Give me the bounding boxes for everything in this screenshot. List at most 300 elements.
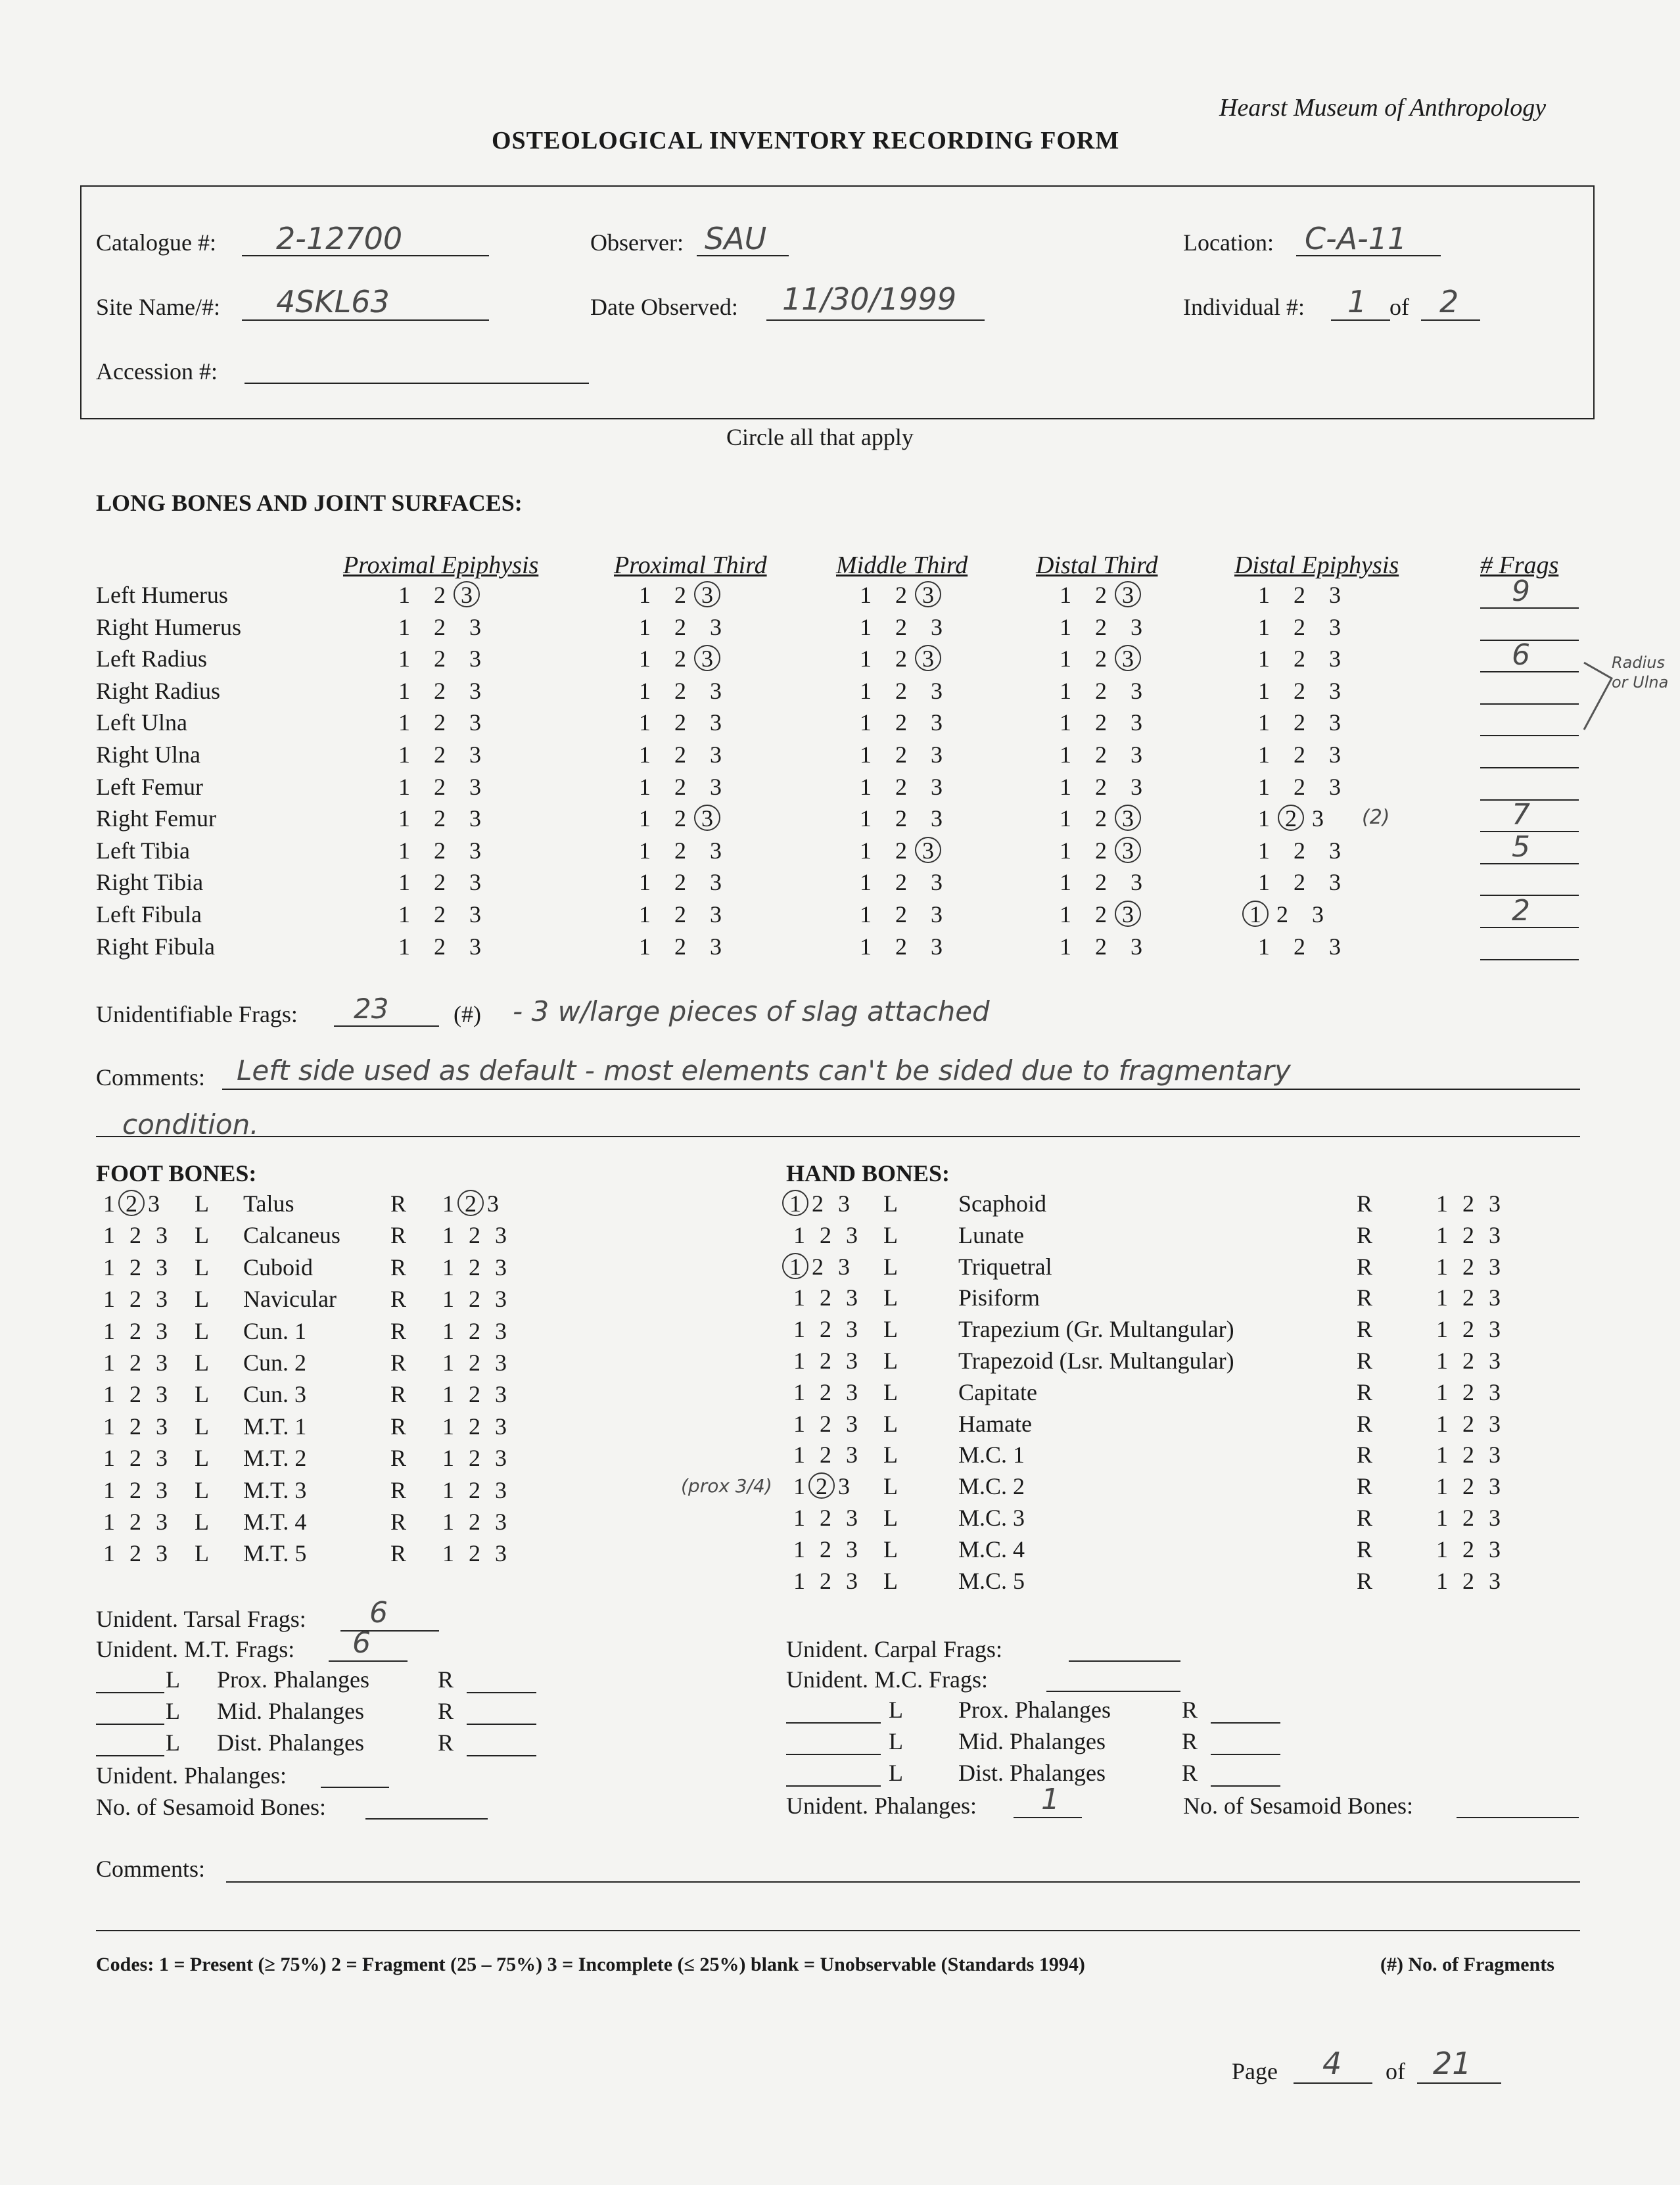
hand-right-codes-code[interactable]: 3 (1489, 1190, 1501, 1217)
foot-left-codes[interactable] (96, 1349, 175, 1376)
code-group-code[interactable]: 2 (434, 582, 446, 608)
code-group-code[interactable]: 3 (1329, 582, 1341, 608)
hand-left-codes-code[interactable]: 2 (808, 1472, 835, 1499)
code-group-code[interactable]: 3 (469, 837, 481, 864)
foot-right-codes-code[interactable]: 1 (442, 1540, 454, 1567)
hand-left-codes[interactable] (786, 1504, 865, 1532)
code-group[interactable] (1246, 933, 1353, 960)
mt-frags-field[interactable] (329, 1660, 408, 1662)
hand-right-codes-code[interactable]: 3 (1489, 1567, 1501, 1594)
foot-right-codes[interactable] (435, 1221, 514, 1249)
foot-left-codes-code[interactable]: 2 (129, 1317, 141, 1344)
foot-left-codes-code[interactable]: 1 (103, 1413, 115, 1440)
code-group-code[interactable]: 1 (860, 773, 872, 800)
code-group[interactable] (1048, 709, 1154, 736)
code-group-code[interactable]: 2 (1294, 677, 1305, 704)
hand-right-codes-code[interactable]: 1 (1436, 1190, 1448, 1217)
hand-left-codes[interactable] (786, 1536, 865, 1563)
code-group-code[interactable]: 1 (1258, 837, 1270, 864)
foot-left-codes-code[interactable]: 2 (129, 1286, 141, 1313)
code-group-code[interactable]: 3 (915, 645, 941, 671)
foot-right-codes-code[interactable]: 2 (469, 1317, 480, 1344)
carpal-frags-field[interactable] (1069, 1660, 1180, 1662)
code-group[interactable] (848, 933, 954, 960)
hand-left-codes-code[interactable]: 2 (820, 1410, 831, 1437)
hand-right-codes-code[interactable]: 1 (1436, 1567, 1448, 1594)
individual-total-field[interactable] (1421, 319, 1480, 321)
code-group-code[interactable]: 2 (895, 582, 907, 608)
hand-left-codes-code[interactable]: 3 (838, 1253, 850, 1280)
code-group[interactable] (386, 645, 493, 672)
foot-left-codes[interactable] (96, 1221, 175, 1249)
foot-left-codes-code[interactable]: 3 (156, 1509, 168, 1535)
hand-right-codes[interactable] (1429, 1284, 1508, 1311)
foot-left-codes-code[interactable]: 2 (129, 1381, 141, 1408)
hand-left-codes[interactable] (786, 1190, 857, 1217)
code-group[interactable] (1048, 837, 1137, 864)
code-group-code[interactable]: 3 (469, 709, 481, 736)
code-group-code[interactable]: 3 (1329, 933, 1341, 960)
code-group[interactable] (1246, 901, 1336, 928)
hand-right-codes-code[interactable]: 1 (1436, 1221, 1448, 1248)
code-group[interactable] (627, 709, 734, 736)
code-group-code[interactable]: 2 (1095, 837, 1107, 864)
code-group-code[interactable]: 2 (434, 933, 446, 960)
hand-left-codes-code[interactable]: 1 (793, 1378, 805, 1405)
code-group-code[interactable]: 3 (710, 837, 722, 864)
hand-right-codes[interactable] (1429, 1347, 1508, 1374)
code-group-code[interactable]: 2 (674, 709, 686, 736)
hand-right-codes-code[interactable]: 2 (1462, 1473, 1474, 1500)
code-group-code[interactable]: 2 (1095, 805, 1107, 832)
code-group[interactable] (848, 901, 954, 928)
hand-left-codes-code[interactable]: 2 (812, 1253, 824, 1280)
hand-left-codes-code[interactable]: 1 (793, 1410, 805, 1437)
code-group-code[interactable]: 1 (639, 613, 651, 640)
code-group-code[interactable]: 2 (1095, 646, 1107, 672)
code-group-code[interactable]: 1 (1060, 805, 1071, 832)
code-group-code[interactable]: 3 (1329, 709, 1341, 736)
code-group-code[interactable]: 2 (1095, 582, 1107, 608)
code-group-code[interactable]: 1 (398, 709, 410, 736)
foot-left-codes-code[interactable]: 2 (129, 1254, 141, 1280)
foot-right-codes-code[interactable]: 3 (495, 1509, 507, 1535)
foot-right-codes[interactable] (435, 1317, 514, 1345)
long-comments-field[interactable] (222, 1089, 1580, 1090)
code-group[interactable] (386, 741, 493, 768)
code-group-code[interactable]: 1 (639, 933, 651, 960)
code-group[interactable] (1246, 613, 1353, 641)
foot-left-codes[interactable] (96, 1285, 175, 1313)
foot-left-codes[interactable] (96, 1444, 175, 1472)
code-group-code[interactable]: 3 (469, 933, 481, 960)
hand-right-codes-code[interactable]: 2 (1462, 1348, 1474, 1374)
foot-sesamoid-field[interactable] (365, 1818, 488, 1820)
hand-right-codes-code[interactable]: 2 (1462, 1378, 1474, 1405)
code-group-code[interactable]: 1 (639, 805, 651, 832)
foot-left-codes-code[interactable]: 1 (103, 1254, 115, 1280)
hand-left-codes-code[interactable]: 1 (793, 1473, 805, 1500)
code-group-code[interactable]: 2 (674, 837, 686, 864)
hand-left-codes[interactable] (786, 1567, 865, 1595)
code-group-code[interactable]: 1 (639, 741, 651, 768)
page-field[interactable] (1294, 2082, 1372, 2084)
code-group-code[interactable]: 3 (1329, 869, 1341, 896)
code-group[interactable] (848, 581, 937, 609)
code-group-code[interactable]: 3 (915, 581, 941, 607)
code-group[interactable] (1246, 677, 1353, 705)
mc-frags-field[interactable] (1046, 1691, 1180, 1692)
foot-mid-r-field[interactable] (467, 1724, 536, 1725)
code-group-code[interactable]: 1 (1258, 646, 1270, 672)
foot-right-codes-code[interactable]: 3 (495, 1222, 507, 1249)
code-group-code[interactable]: 1 (1258, 773, 1270, 800)
code-group-code[interactable]: 1 (860, 709, 872, 736)
foot-left-codes-code[interactable]: 3 (156, 1445, 168, 1472)
accession-field[interactable] (245, 383, 589, 384)
code-group-code[interactable]: 3 (1115, 805, 1141, 831)
code-group-code[interactable]: 1 (398, 582, 410, 608)
foot-right-codes-code[interactable]: 2 (469, 1445, 480, 1472)
code-group-code[interactable]: 2 (895, 837, 907, 864)
hand-mid-l-field[interactable] (786, 1754, 881, 1755)
hand-right-codes-code[interactable]: 2 (1462, 1505, 1474, 1531)
code-group-code[interactable]: 3 (710, 869, 722, 896)
code-group[interactable] (1048, 933, 1154, 960)
hand-left-codes-code[interactable]: 1 (793, 1221, 805, 1248)
foot-right-codes-code[interactable]: 2 (469, 1540, 480, 1567)
code-group-code[interactable]: 2 (895, 773, 907, 800)
code-group[interactable] (1246, 773, 1353, 801)
code-group-code[interactable]: 3 (931, 773, 943, 800)
code-group-code[interactable]: 3 (1329, 677, 1341, 704)
code-group-code[interactable]: 2 (1278, 805, 1304, 831)
foot-left-codes[interactable] (96, 1476, 175, 1504)
hand-left-codes-code[interactable]: 1 (793, 1284, 805, 1311)
code-group-code[interactable]: 1 (398, 805, 410, 832)
code-group[interactable] (627, 677, 734, 705)
hand-left-codes[interactable] (786, 1315, 865, 1343)
foot-left-codes-code[interactable]: 3 (156, 1413, 168, 1440)
hand-right-codes-code[interactable]: 1 (1436, 1442, 1448, 1468)
foot-dist-l-field[interactable] (96, 1755, 164, 1756)
code-group[interactable] (1048, 645, 1137, 672)
hand-left-codes[interactable] (786, 1221, 865, 1249)
foot-right-codes-code[interactable]: 2 (469, 1509, 480, 1535)
hand-left-codes-code[interactable]: 2 (820, 1284, 831, 1311)
code-group-code[interactable]: 3 (469, 741, 481, 768)
code-group-code[interactable]: 2 (434, 773, 446, 800)
code-group-code[interactable]: 2 (1095, 933, 1107, 960)
code-group[interactable] (386, 613, 493, 641)
foot-right-codes-code[interactable]: 2 (469, 1286, 480, 1313)
hand-right-codes-code[interactable]: 3 (1489, 1348, 1501, 1374)
foot-left-codes-code[interactable]: 1 (103, 1509, 115, 1535)
code-group[interactable] (386, 933, 493, 960)
foot-left-codes-code[interactable]: 2 (129, 1476, 141, 1503)
code-group-code[interactable]: 2 (895, 741, 907, 768)
foot-right-codes-code[interactable]: 3 (487, 1190, 499, 1217)
code-group-code[interactable]: 1 (1258, 677, 1270, 704)
foot-right-codes-code[interactable]: 2 (457, 1190, 484, 1216)
hand-right-codes-code[interactable]: 3 (1489, 1316, 1501, 1343)
code-group-code[interactable]: 3 (694, 581, 720, 607)
hand-left-codes-code[interactable]: 3 (846, 1284, 858, 1311)
hand-left-codes-code[interactable]: 3 (846, 1410, 858, 1437)
code-group[interactable] (848, 805, 954, 832)
hand-right-codes-code[interactable]: 3 (1489, 1505, 1501, 1531)
foot-right-codes[interactable] (435, 1349, 514, 1376)
code-group-code[interactable]: 2 (895, 677, 907, 704)
code-group-code[interactable]: 3 (469, 901, 481, 928)
code-group-code[interactable]: 1 (1060, 646, 1071, 672)
code-group-code[interactable]: 3 (931, 805, 943, 832)
code-group-code[interactable]: 3 (1131, 613, 1142, 640)
foot-right-codes[interactable] (435, 1444, 514, 1472)
hand-left-codes-code[interactable]: 1 (793, 1316, 805, 1343)
hand-right-codes-code[interactable]: 3 (1489, 1221, 1501, 1248)
hand-right-codes-code[interactable]: 2 (1462, 1190, 1474, 1217)
hand-right-codes-code[interactable]: 1 (1436, 1348, 1448, 1374)
foot-left-codes-code[interactable]: 3 (156, 1286, 168, 1313)
foot-right-codes-code[interactable]: 2 (469, 1381, 480, 1408)
foot-right-codes-code[interactable]: 1 (442, 1445, 454, 1472)
code-group[interactable] (627, 645, 716, 672)
foot-right-codes-code[interactable]: 3 (495, 1413, 507, 1440)
code-group-code[interactable]: 1 (860, 582, 872, 608)
hand-left-codes-code[interactable]: 3 (846, 1567, 858, 1594)
code-group-code[interactable]: 1 (1258, 805, 1270, 832)
code-group-code[interactable]: 2 (1095, 677, 1107, 704)
hand-right-codes[interactable] (1429, 1221, 1508, 1249)
foot-left-codes-code[interactable]: 1 (103, 1445, 115, 1472)
code-group-code[interactable]: 2 (1095, 773, 1107, 800)
hand-left-codes-code[interactable]: 2 (820, 1442, 831, 1468)
code-group[interactable] (1048, 581, 1137, 609)
code-group-code[interactable]: 3 (931, 613, 943, 640)
code-group-code[interactable]: 2 (1095, 741, 1107, 768)
page-total-field[interactable] (1417, 2082, 1501, 2084)
hand-left-codes-code[interactable]: 2 (820, 1505, 831, 1531)
foot-right-codes-code[interactable]: 3 (495, 1476, 507, 1503)
hand-left-codes-code[interactable]: 2 (812, 1190, 824, 1217)
foot-right-codes-code[interactable]: 2 (469, 1254, 480, 1280)
hand-left-codes-code[interactable]: 3 (838, 1190, 850, 1217)
foot-right-codes-code[interactable]: 3 (495, 1381, 507, 1408)
foot-right-codes-code[interactable]: 3 (495, 1286, 507, 1313)
code-group[interactable] (848, 677, 954, 705)
code-group-code[interactable]: 1 (1258, 582, 1270, 608)
code-group[interactable] (627, 837, 734, 864)
code-group[interactable] (848, 868, 954, 896)
code-group[interactable] (386, 677, 493, 705)
code-group-code[interactable]: 1 (1258, 613, 1270, 640)
code-group-code[interactable]: 3 (454, 581, 480, 607)
code-group-code[interactable]: 1 (1060, 869, 1071, 896)
foot-left-codes-code[interactable]: 3 (156, 1350, 168, 1376)
foot-left-codes-code[interactable]: 3 (156, 1254, 168, 1280)
code-group-code[interactable]: 1 (860, 646, 872, 672)
code-group-code[interactable]: 1 (398, 837, 410, 864)
foot-left-codes-code[interactable]: 2 (129, 1445, 141, 1472)
code-group-code[interactable]: 2 (895, 805, 907, 832)
code-group-code[interactable]: 3 (931, 677, 943, 704)
code-group-code[interactable]: 3 (469, 646, 481, 672)
code-group-code[interactable]: 1 (639, 582, 651, 608)
code-group[interactable] (1048, 773, 1154, 801)
hand-prox-l-field[interactable] (786, 1722, 881, 1724)
frags-field[interactable] (1480, 735, 1579, 736)
code-group-code[interactable]: 3 (1329, 741, 1341, 768)
code-group[interactable] (1246, 581, 1353, 609)
code-group-code[interactable]: 1 (639, 773, 651, 800)
foot-right-codes-code[interactable]: 1 (442, 1509, 454, 1535)
foot-left-codes-code[interactable]: 3 (156, 1317, 168, 1344)
code-group-code[interactable]: 3 (469, 677, 481, 704)
hand-right-codes[interactable] (1429, 1190, 1508, 1217)
foot-left-codes[interactable] (96, 1190, 167, 1217)
code-group-code[interactable]: 1 (1060, 837, 1071, 864)
foot-prox-l-field[interactable] (96, 1692, 164, 1693)
code-group[interactable] (386, 837, 493, 864)
hand-left-codes-code[interactable]: 1 (793, 1348, 805, 1374)
hand-sesamoid-field[interactable] (1457, 1817, 1579, 1818)
foot-left-codes-code[interactable]: 1 (103, 1476, 115, 1503)
foot-left-codes-code[interactable]: 1 (103, 1540, 115, 1567)
code-group-code[interactable]: 1 (860, 837, 872, 864)
code-group-code[interactable]: 2 (1276, 901, 1288, 928)
foot-left-codes-code[interactable]: 3 (156, 1222, 168, 1249)
code-group-code[interactable]: 3 (469, 805, 481, 832)
code-group-code[interactable]: 2 (895, 933, 907, 960)
hand-phal-field[interactable] (1014, 1817, 1082, 1818)
foot-left-codes-code[interactable]: 3 (156, 1476, 168, 1503)
code-group[interactable] (386, 901, 493, 928)
foot-right-codes-code[interactable]: 3 (495, 1445, 507, 1472)
code-group-code[interactable]: 1 (1242, 901, 1269, 927)
hand-right-codes-code[interactable]: 2 (1462, 1316, 1474, 1343)
code-group[interactable] (848, 837, 937, 864)
code-group-code[interactable]: 2 (1294, 613, 1305, 640)
code-group-code[interactable]: 2 (674, 805, 686, 832)
code-group-code[interactable]: 1 (398, 773, 410, 800)
hand-prox-r-field[interactable] (1211, 1722, 1280, 1724)
code-group-code[interactable]: 3 (469, 869, 481, 896)
code-group-code[interactable]: 1 (398, 869, 410, 896)
code-group-code[interactable]: 2 (434, 741, 446, 768)
code-group-code[interactable]: 2 (434, 677, 446, 704)
code-group-code[interactable]: 3 (710, 613, 722, 640)
foot-right-codes-code[interactable]: 2 (469, 1413, 480, 1440)
code-group-code[interactable]: 2 (434, 901, 446, 928)
foot-phal-field[interactable] (321, 1787, 389, 1788)
code-group[interactable] (627, 741, 734, 768)
code-group-code[interactable]: 1 (639, 677, 651, 704)
code-group-code[interactable]: 2 (434, 869, 446, 896)
hand-left-codes[interactable] (786, 1347, 865, 1374)
foot-right-codes[interactable] (435, 1539, 514, 1567)
hand-left-codes-code[interactable]: 3 (846, 1221, 858, 1248)
date-field[interactable] (766, 319, 985, 321)
individual-field[interactable] (1331, 319, 1390, 321)
foot-right-codes-code[interactable]: 3 (495, 1350, 507, 1376)
code-group-code[interactable]: 3 (710, 901, 722, 928)
foot-left-codes-code[interactable]: 3 (156, 1540, 168, 1567)
hand-left-codes[interactable] (786, 1284, 865, 1311)
hand-right-codes[interactable] (1429, 1504, 1508, 1532)
hand-right-codes[interactable] (1429, 1536, 1508, 1563)
code-group-code[interactable]: 2 (1095, 709, 1107, 736)
code-group-code[interactable]: 2 (1294, 837, 1305, 864)
hand-right-codes-code[interactable]: 2 (1462, 1410, 1474, 1437)
code-group-code[interactable]: 2 (1095, 901, 1107, 928)
hand-left-codes-code[interactable]: 3 (838, 1473, 850, 1500)
hand-right-codes-code[interactable]: 1 (1436, 1505, 1448, 1531)
hand-right-codes-code[interactable]: 2 (1462, 1253, 1474, 1280)
foot-right-codes-code[interactable]: 3 (495, 1254, 507, 1280)
code-group-code[interactable]: 1 (1258, 869, 1270, 896)
code-group-code[interactable]: 1 (1258, 741, 1270, 768)
code-group[interactable] (1048, 741, 1154, 768)
code-group[interactable] (1048, 868, 1154, 896)
hand-right-codes-code[interactable]: 1 (1436, 1378, 1448, 1405)
foot-left-codes-code[interactable]: 3 (148, 1190, 160, 1217)
hand-left-codes[interactable] (786, 1253, 857, 1280)
code-group-code[interactable]: 1 (860, 869, 872, 896)
hand-right-codes-code[interactable]: 3 (1489, 1473, 1501, 1500)
hand-left-codes-code[interactable]: 2 (820, 1567, 831, 1594)
code-group-code[interactable]: 1 (1060, 773, 1071, 800)
code-group[interactable] (386, 773, 493, 801)
code-group[interactable] (627, 805, 716, 832)
code-group[interactable] (1246, 805, 1336, 832)
hand-right-codes[interactable] (1429, 1378, 1508, 1406)
code-group[interactable] (627, 901, 734, 928)
hand-left-codes[interactable] (786, 1410, 865, 1438)
code-group-code[interactable]: 2 (1095, 869, 1107, 896)
hand-right-codes[interactable] (1429, 1253, 1508, 1280)
code-group-code[interactable]: 3 (931, 901, 943, 928)
code-group-code[interactable]: 3 (1329, 646, 1341, 672)
foot-right-codes[interactable] (435, 1508, 514, 1536)
foot-right-codes-code[interactable]: 1 (442, 1381, 454, 1408)
foot-left-codes-code[interactable]: 2 (129, 1350, 141, 1376)
foot-right-codes-code[interactable]: 1 (442, 1222, 454, 1249)
hand-left-codes-code[interactable]: 1 (782, 1253, 808, 1279)
code-group-code[interactable]: 2 (674, 582, 686, 608)
code-group-code[interactable]: 2 (434, 646, 446, 672)
hand-right-codes-code[interactable]: 3 (1489, 1410, 1501, 1437)
code-group-code[interactable]: 2 (1294, 582, 1305, 608)
code-group-code[interactable]: 2 (895, 709, 907, 736)
hand-left-codes-code[interactable]: 2 (820, 1378, 831, 1405)
hand-right-codes-code[interactable]: 1 (1436, 1253, 1448, 1280)
foot-left-codes[interactable] (96, 1508, 175, 1536)
hand-left-codes[interactable] (786, 1441, 865, 1468)
foot-right-codes-code[interactable]: 2 (469, 1350, 480, 1376)
code-group-code[interactable]: 1 (1258, 933, 1270, 960)
code-group-code[interactable]: 3 (931, 709, 943, 736)
code-group-code[interactable]: 3 (710, 677, 722, 704)
foot-right-codes-code[interactable]: 1 (442, 1190, 454, 1217)
hand-right-codes-code[interactable]: 1 (1436, 1410, 1448, 1437)
foot-left-codes[interactable] (96, 1317, 175, 1345)
foot-right-codes[interactable] (435, 1413, 514, 1440)
foot-mid-l-field[interactable] (96, 1724, 164, 1725)
code-group[interactable] (1246, 837, 1353, 864)
code-group-code[interactable]: 1 (860, 901, 872, 928)
hand-left-codes-code[interactable]: 2 (820, 1221, 831, 1248)
